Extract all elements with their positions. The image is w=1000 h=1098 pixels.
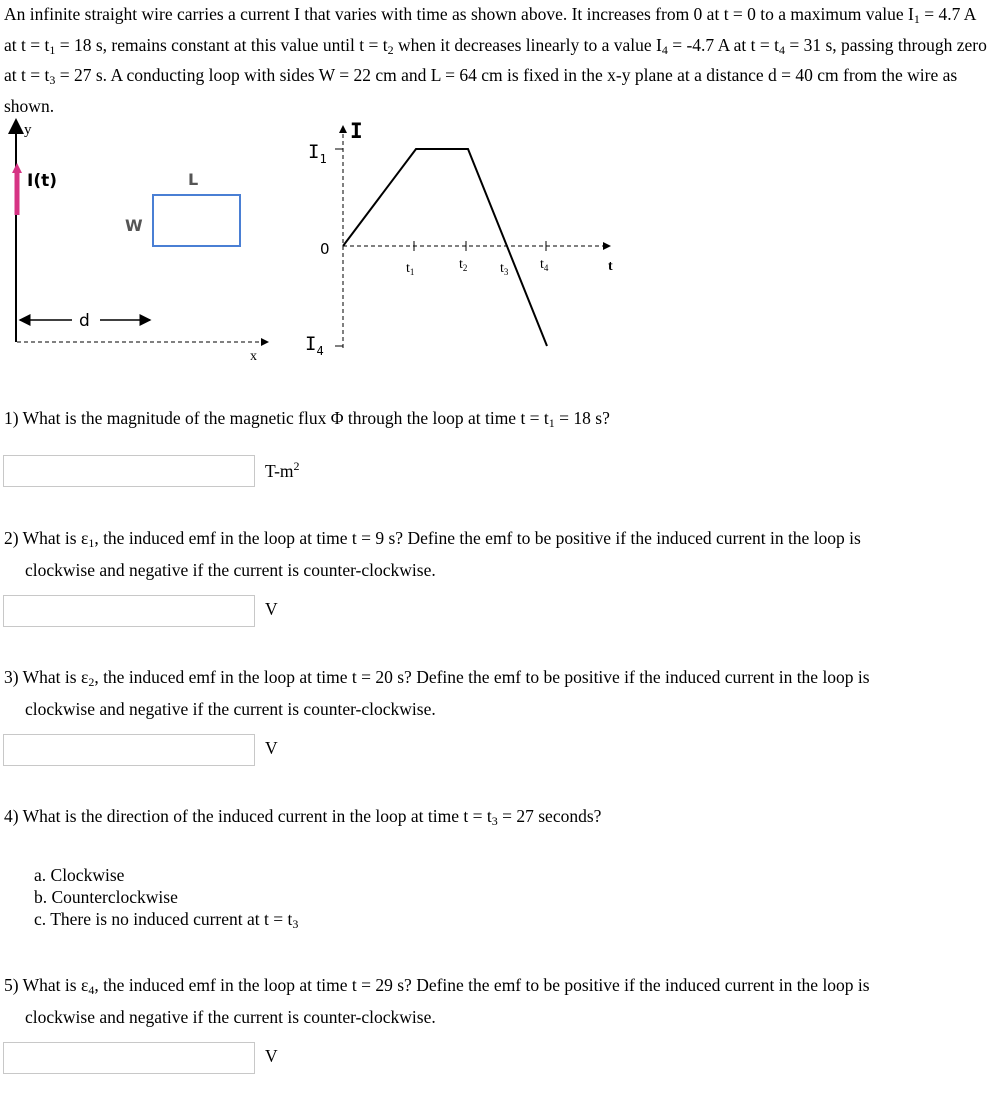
current-curve — [343, 149, 547, 346]
question-2: 2) What is $\varepsilon_1$, the induced emf in the loop at time t = 9 s? Define the emf to be positive if the induced current in the loop is clockwise and negative if the current is counter-clockwise. — [4, 528, 861, 580]
q2-unit: V — [265, 599, 278, 619]
q4-option-no-current[interactable]: c. There is no induced current at $t = t_3$ — [34, 909, 299, 931]
t4-label: $t_4$ — [540, 257, 549, 273]
conducting-loop — [153, 195, 240, 246]
current-label: I(t) — [27, 171, 57, 191]
q2-answer-input[interactable] — [3, 595, 255, 627]
d-label: d — [79, 311, 90, 331]
graph-current-axis-label: I — [350, 119, 363, 143]
t2-label: $t_2$ — [459, 257, 468, 273]
q4-option-clockwise[interactable]: a. Clockwise — [34, 865, 125, 885]
q1-answer-input[interactable] — [3, 455, 255, 487]
w-label: W — [125, 216, 143, 235]
problem-statement: An infinite straight wire carries a current I that varies with time as shown above. It increases from 0 at t = 0 to a maximum value $I_1 = 4.7$ A at $t = t_1 = 18$ s, remains constant at this value until $t = t_2$ when it decreases linearly to a value $I_4 = -4.7$ A at $t = t_4 = 31$ s, passing through zero at $t = t_3 = 27$ s. A conducting loop with sides W = 22 cm and L = 64 cm is fixed in the x-y plane at a distance d = 40 cm from the wire as shown. — [4, 4, 987, 116]
t3-label: $t_3$ — [500, 261, 509, 277]
i4-label: $I_4$ — [305, 333, 324, 358]
q4-option-counterclockwise[interactable]: b. Counterclockwise — [34, 887, 178, 907]
question-1: 1) What is the magnitude of the magnetic flux Φ through the loop at time $t = t_1 = 18$ s? — [4, 408, 610, 430]
i1-label: $I_1$ — [308, 141, 327, 166]
time-axis-label: t — [608, 259, 613, 274]
question-3: 3) What is $\varepsilon_2$, the induced emf in the loop at time t = 20 s? Define the emf to be positive if the induced current in the loop is clockwise and negative if the current is counter-clockwise. — [4, 667, 870, 719]
question-4: 4) What is the direction of the induced current in the loop at time $t = t_3 = 27$ seconds? — [4, 806, 602, 828]
t1-label: $t_1$ — [406, 261, 415, 277]
wire-arrow-icon — [12, 163, 22, 173]
q1-unit: $T-m^2$ — [265, 459, 300, 481]
l-label: L — [188, 170, 199, 189]
q3-unit: V — [265, 738, 278, 758]
question-5: 5) What is $\varepsilon_4$, the induced emf in the loop at time t = 29 s? Define the emf to be positive if the induced current in the loop is clockwise and negative if the current is counter-clockwise. — [4, 975, 870, 1027]
q5-answer-input[interactable] — [3, 1042, 255, 1074]
problem-diagram — [0, 110, 640, 375]
q3-answer-input[interactable] — [3, 734, 255, 766]
q5-unit: V — [265, 1046, 278, 1066]
y-axis-label: y — [24, 122, 32, 138]
zero-label: 0 — [320, 240, 330, 258]
x-axis-label: x — [250, 349, 257, 364]
